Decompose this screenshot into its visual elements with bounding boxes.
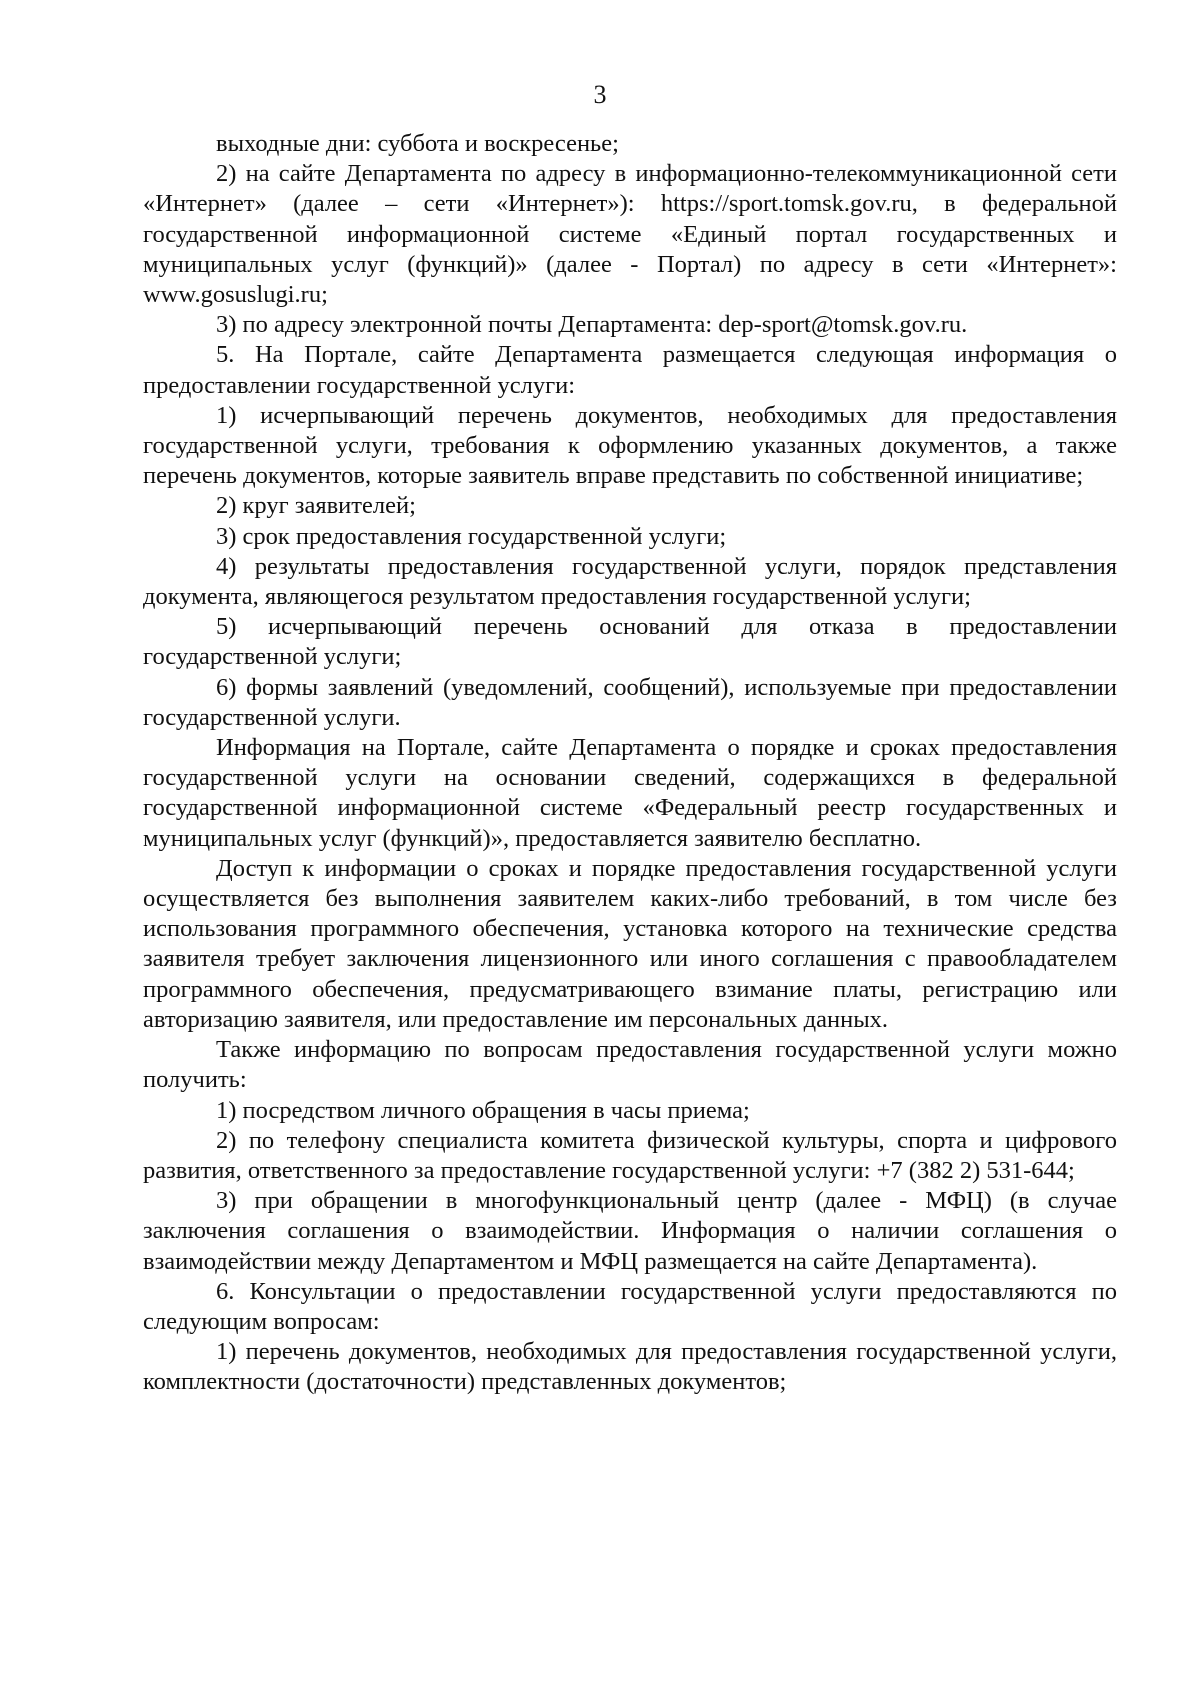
paragraph: 5) исчерпывающий перечень оснований для отказа в предоставлении государственной услуги; (143, 613, 1117, 671)
page-number: 3 (593, 80, 607, 109)
paragraph: 3) по адресу электронной почты Департамента: dep-sport@tomsk.gov.ru. (216, 311, 968, 339)
paragraph: 4) результаты предоставления государственной услуги, порядок представления документа, являющегося результатом предоставления государственной услуги; (143, 552, 1117, 611)
paragraph: выходные дни: суббота и воскресенье; (216, 130, 619, 157)
document-body (143, 129, 1117, 1398)
paragraph: 6) формы заявлений (уведомлений, сообщений), используемые при предоставлении государственной услуги. (143, 673, 1117, 731)
paragraph: 3) при обращении в многофункциональный центр (далее - МФЦ) (в случае заключения соглашения о взаимодействии. Информация о наличии соглашения о взаимодействии между Департаментом и МФЦ размещается на сайте Департамента). (143, 1187, 1117, 1275)
paragraph: Также информацию по вопросам предоставления государственной услуги можно получить: (143, 1036, 1117, 1094)
paragraph: 2) на сайте Департамента по адресу в информационно-телекоммуникационной сети «Интернет» (далее – сети «Интернет»): https://sport.tomsk.gov.ru, в федеральной государственной информационной системе «Единый портал государственных и муниципальных услуг (функций)» (далее - Портал) по адресу в сети «Интернет»: www.gosuslugi.ru; (143, 160, 1117, 309)
paragraph: Информация на Портале, сайте Департамента о порядке и сроках предоставления государственной услуги на основании сведений, содержащихся в федеральной государственной информационной системе «Федеральный реестр государственных и муниципальных услуг (функций)», предоставляется заявителю бесплатно. (143, 734, 1117, 852)
paragraph: 1) исчерпывающий перечень документов, необходимых для предоставления государственной услуги, требования к оформлению указанных документов, а также перечень документов, которые заявитель вправе представить по собственной инициативе; (143, 401, 1117, 490)
paragraph: 3) срок предоставления государственной услуги; (216, 522, 727, 550)
paragraph: 5. На Портале, сайте Департамента размещается следующая информация о предоставлении государственной услуги: (143, 341, 1117, 399)
paragraph: 2) круг заявителей; (216, 492, 416, 520)
paragraph: 2) по телефону специалиста комитета физической культуры, спорта и цифрового развития, ответственного за предоставление государственной услуги: +7 (382 2) 531-644; (143, 1126, 1117, 1184)
paragraph: 1) перечень документов, необходимых для предоставления государственной услуги, комплектности (достаточности) представленных документов; (143, 1338, 1117, 1396)
paragraph: 6. Консультации о предоставлении государственной услуги предоставляются по следующим вопросам: (143, 1277, 1117, 1335)
paragraph: Доступ к информации о сроках и порядке предоставления государственной услуги осуществляется без выполнения заявителем каких-либо требований, в том числе без использования программного обеспечения, установка которого на технические средства заявителя требует заключения лицензионного или иного соглашения с правообладателем программного обеспечения, предусматривающего взимание платы, регистрацию или авторизацию заявителя, или предоставление им персональных данных. (143, 854, 1117, 1033)
paragraph: 1) посредством личного обращения в часы приема; (216, 1096, 750, 1124)
